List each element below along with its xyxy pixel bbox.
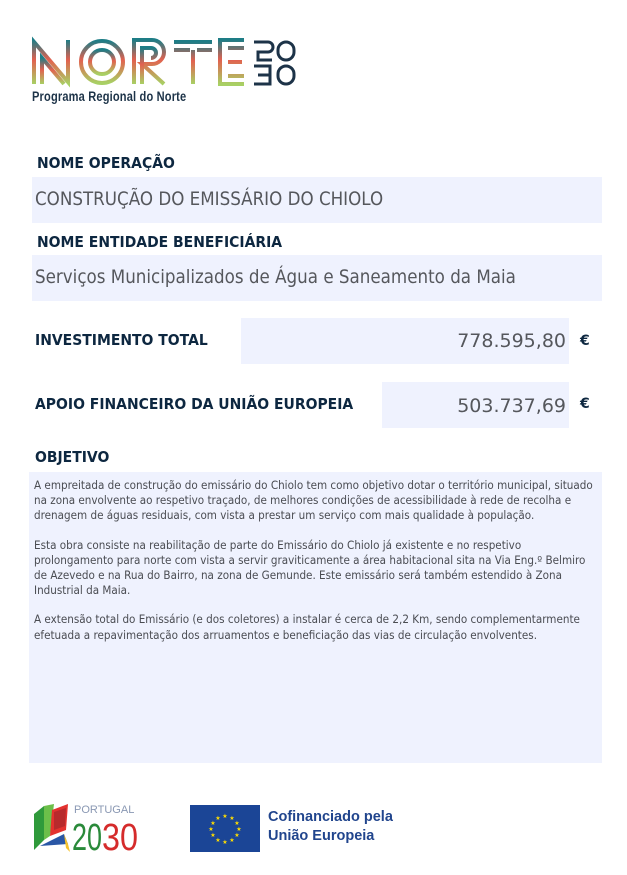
svg-text:★: ★	[222, 839, 228, 846]
objective-paragraph-1: A empreitada de construção do emissário do Chiolo tem como objetivo dotar o território municipal, situado na zona envolvente ao respetivo traçado, de melhores condições de acessibilidade à rede de recolha e drenagem de águas residuais, com vista a prestar um serviço com mais qualidade à população.	[34, 479, 593, 523]
svg-text:PORTUGAL: PORTUGAL	[74, 804, 135, 816]
portugal-2030-logo	[30, 800, 165, 855]
objective-label: OBJETIVO	[35, 448, 110, 466]
cofinanced-line-1: Cofinanciado pela	[268, 809, 393, 825]
operation-value: CONSTRUÇÃO DO EMISSÁRIO DO CHIOLO	[35, 188, 384, 210]
investment-currency: €	[580, 333, 590, 349]
norte-logo-icon	[30, 36, 300, 88]
svg-text:20: 20	[72, 817, 102, 855]
eu-support-label: APOIO FINANCEIRO DA UNIÃO EUROPEIA	[35, 395, 354, 413]
norte-2030-logo	[30, 36, 300, 88]
svg-text:★: ★	[215, 837, 221, 844]
cofinanced-line-2: União Europeia	[268, 828, 375, 844]
eu-support-currency: €	[580, 396, 590, 412]
svg-text:★: ★	[215, 815, 221, 822]
portugal-2030-icon	[30, 800, 165, 855]
operation-label: NOME OPERAÇÃO	[37, 154, 175, 172]
investment-value: 778.595,80	[457, 330, 566, 352]
svg-text:★: ★	[210, 820, 216, 827]
svg-text:★: ★	[234, 820, 240, 827]
svg-text:30: 30	[102, 817, 138, 855]
svg-text:★: ★	[208, 826, 214, 833]
svg-text:★: ★	[229, 815, 235, 822]
svg-text:★: ★	[229, 837, 235, 844]
objective-paragraph-2: Esta obra consiste na reabilitação de parte do Emissário do Chiolo já existente e no respetivo prolongamento para norte com vista a servir graviticamente a área habitacional sita na Via Eng.º Belmiro de Azevedo e na Rua do Bairro, na zona de Gemunde. Este emissário será também estendido à Zona Industrial da Maia.	[34, 538, 586, 598]
eu-support-value: 503.737,69	[457, 395, 566, 417]
investment-label: INVESTIMENTO TOTAL	[35, 331, 208, 349]
objective-text	[34, 478, 599, 657]
program-subtitle: Programa Regional do Norte	[32, 89, 187, 104]
beneficiary-value: Serviços Municipalizados de Água e Saneamento da Maia	[35, 266, 516, 288]
svg-text:★: ★	[210, 832, 216, 839]
svg-text:★: ★	[234, 832, 240, 839]
cofinanced-text	[268, 808, 393, 846]
eu-flag-icon	[190, 805, 260, 852]
svg-text:★: ★	[236, 826, 242, 833]
beneficiary-label: NOME ENTIDADE BENEFICIÁRIA	[37, 233, 283, 251]
objective-paragraph-3: A extensão total do Emissário (e dos coletores) a instalar é cerca de 2,2 Km, sendo complementarmente efetuada a repavimentação dos arruamentos e beneficiação das vias de circulação envolventes.	[34, 613, 580, 642]
svg-text:★: ★	[222, 813, 228, 820]
